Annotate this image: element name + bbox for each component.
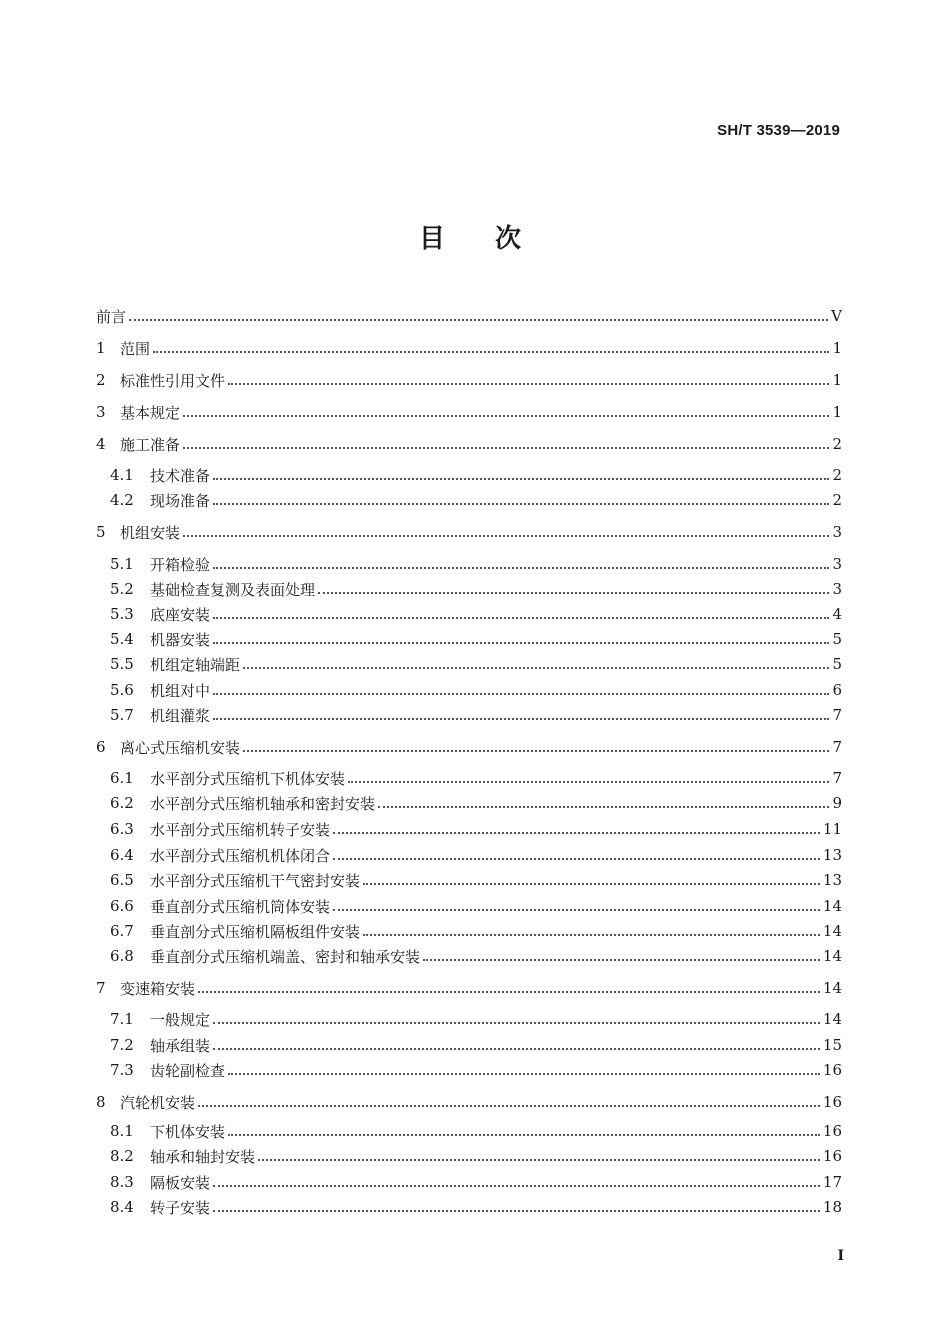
toc-entry-number: 3	[96, 403, 106, 421]
toc-entry-label: 一般规定	[150, 1010, 211, 1029]
toc-entry-page: 4	[832, 605, 842, 623]
toc-leader-dots	[333, 858, 820, 860]
toc-entry	[96, 767, 842, 789]
toc-entry-number: 2	[96, 371, 106, 389]
toc-leader-dots	[228, 1073, 820, 1075]
toc-entry-page: 1	[832, 403, 842, 421]
toc-leader-dots	[153, 351, 829, 353]
toc-entry-label: 基本规定	[120, 403, 181, 422]
toc-entry	[96, 1196, 842, 1218]
toc-entry	[96, 1091, 842, 1113]
toc-entry-page: 3	[832, 555, 842, 573]
toc-entry-number: 6.7	[110, 922, 134, 940]
toc-entry-number: 8.3	[110, 1173, 134, 1191]
toc-leader-dots	[228, 383, 829, 385]
toc-entry-label: 机组安装	[120, 523, 181, 542]
toc-leader-dots	[213, 503, 829, 505]
toc-leader-dots	[213, 693, 829, 695]
toc-leader-dots	[333, 832, 820, 834]
toc-leader-dots	[378, 806, 829, 808]
toc-leader-dots	[243, 667, 829, 669]
toc-leader-dots	[363, 883, 820, 885]
toc-entry-page: 1	[832, 371, 842, 389]
toc-entry-label: 标准性引用文件	[120, 371, 226, 390]
toc-entry-label: 垂直剖分式压缩机端盖、密封和轴承安装	[150, 947, 421, 966]
toc-entry-page: 16	[822, 1093, 842, 1111]
toc-leader-dots	[183, 535, 829, 537]
toc-entry	[96, 945, 842, 967]
toc-entry-label: 垂直剖分式压缩机隔板组件安装	[150, 922, 361, 941]
toc-entry-page: 15	[822, 1036, 842, 1054]
toc-entry-number: 6.2	[110, 794, 134, 812]
toc-leader-dots	[213, 567, 829, 569]
toc-entry-label: 离心式压缩机安装	[120, 738, 241, 757]
toc-entry-page: 5	[832, 655, 842, 673]
toc-entry-number: 1	[96, 339, 106, 357]
toc-entry	[96, 305, 842, 327]
toc-entry-label: 水平剖分式压缩机机体闭合	[150, 846, 331, 865]
toc-entry-page: 2	[832, 435, 842, 453]
toc-entry-label: 汽轮机安装	[120, 1093, 196, 1112]
toc-leader-dots	[333, 909, 820, 911]
toc-entry-label: 水平剖分式压缩机轴承和密封安装	[150, 794, 376, 813]
toc-entry-label: 范围	[120, 339, 151, 358]
toc-entry-page: 17	[822, 1173, 842, 1191]
toc-entry	[96, 679, 842, 701]
standard-code: SH/T 3539—2019	[717, 122, 840, 139]
toc-entry	[96, 1008, 842, 1030]
toc-entry-page: 14	[822, 1010, 842, 1028]
toc-entry-label: 机组灌浆	[150, 706, 211, 725]
toc-leader-dots	[213, 1022, 820, 1024]
toc-leader-dots	[213, 642, 829, 644]
toc-entry	[96, 464, 842, 486]
toc-entry-number: 5.7	[110, 706, 134, 724]
toc-entry-page: 18	[822, 1198, 842, 1216]
toc-entry-label: 机组定轴端距	[150, 655, 241, 674]
toc-leader-dots	[228, 1134, 820, 1136]
toc-entry-number: 7.1	[110, 1010, 134, 1028]
toc-entry-label: 底座安装	[150, 605, 211, 624]
toc-entry	[96, 869, 842, 891]
toc-entry-number: 5.2	[110, 580, 134, 598]
toc-entry-page: 3	[832, 580, 842, 598]
toc-entry	[96, 628, 842, 650]
toc-entry-number: 8.4	[110, 1198, 134, 1216]
toc-entry	[96, 489, 842, 511]
toc-entry-page: 16	[822, 1061, 842, 1079]
toc-entry	[96, 553, 842, 575]
toc-leader-dots	[183, 415, 829, 417]
toc-entry-number: 7	[96, 979, 106, 997]
toc-entry-number: 6.4	[110, 846, 134, 864]
toc-entry-number: 8.2	[110, 1147, 134, 1165]
toc-entry	[96, 369, 842, 391]
toc-entry-number: 4.2	[110, 491, 134, 509]
toc-entry-label: 现场准备	[150, 491, 211, 510]
toc-entry-label: 垂直剖分式压缩机筒体安装	[150, 897, 331, 916]
toc-entry-page: 5	[832, 630, 842, 648]
toc-leader-dots	[183, 447, 829, 449]
toc-entry-page: 14	[822, 897, 842, 915]
toc-entry	[96, 653, 842, 675]
toc-entry-page: 7	[832, 706, 842, 724]
toc-entry-label: 前言	[96, 307, 127, 326]
toc-entry-page: V	[831, 307, 842, 325]
toc-entry-page: 14	[822, 979, 842, 997]
toc-entry-number: 6.1	[110, 769, 134, 787]
toc-entry-label: 齿轮副检查	[150, 1061, 226, 1080]
toc-leader-dots	[363, 934, 820, 936]
toc-entry-label: 变速箱安装	[120, 979, 196, 998]
toc-entry-label: 轴承组装	[150, 1036, 211, 1055]
toc-entry-page: 7	[832, 738, 842, 756]
toc-entry-page: 13	[822, 871, 842, 889]
toc-leader-dots	[318, 592, 829, 594]
toc-entry-page: 11	[822, 820, 842, 838]
toc-entry-page: 1	[832, 339, 842, 357]
toc-entry-label: 技术准备	[150, 466, 211, 485]
toc-leader-dots	[423, 959, 820, 961]
toc-leader-dots	[213, 1210, 820, 1212]
toc-entry-page: 16	[822, 1122, 842, 1140]
toc-leader-dots	[198, 991, 820, 993]
toc-entry	[96, 521, 842, 543]
toc-entry	[96, 1034, 842, 1056]
toc-entry	[96, 337, 842, 359]
toc-leader-dots	[213, 478, 829, 480]
toc-entry	[96, 433, 842, 455]
toc-entry	[96, 401, 842, 423]
toc-entry-page: 3	[832, 523, 842, 541]
toc-entry-label: 基础检查复测及表面处理	[150, 580, 316, 599]
toc-entry-label: 水平剖分式压缩机干气密封安装	[150, 871, 361, 890]
toc-entry-number: 7.3	[110, 1061, 134, 1079]
toc-leader-dots	[213, 1185, 820, 1187]
toc-entry-number: 6.6	[110, 897, 134, 915]
toc-entry-number: 7.2	[110, 1036, 134, 1054]
toc-leader-dots	[258, 1159, 820, 1161]
toc-leader-dots	[129, 319, 828, 321]
toc-entry-number: 5.5	[110, 655, 134, 673]
toc-entry-number: 4	[96, 435, 106, 453]
toc-entry	[96, 818, 842, 840]
toc-entry-page: 14	[822, 947, 842, 965]
toc-entry	[96, 844, 842, 866]
toc-entry-page: 14	[822, 922, 842, 940]
toc-entry	[96, 1145, 842, 1167]
toc-entry-label: 开箱检验	[150, 555, 211, 574]
toc-entry-page: 2	[832, 466, 842, 484]
toc-entry-page: 13	[822, 846, 842, 864]
toc-entry-page: 2	[832, 491, 842, 509]
toc-entry-page: 7	[832, 769, 842, 787]
toc-entry	[96, 578, 842, 600]
toc-entry-number: 4.1	[110, 466, 134, 484]
toc-entry-page: 6	[832, 681, 842, 699]
toc-leader-dots	[213, 718, 829, 720]
toc-entry-label: 隔板安装	[150, 1173, 211, 1192]
toc-entry-label: 转子安装	[150, 1198, 211, 1217]
toc-entry	[96, 920, 842, 942]
toc-leader-dots	[243, 750, 829, 752]
toc-entry-number: 5.4	[110, 630, 134, 648]
toc-entry-number: 6.8	[110, 947, 134, 965]
toc-entry	[96, 895, 842, 917]
toc-leader-dots	[348, 781, 829, 783]
toc-entry-number: 6.3	[110, 820, 134, 838]
toc-entry	[96, 603, 842, 625]
toc-entry-label: 机器安装	[150, 630, 211, 649]
toc-entry	[96, 977, 842, 999]
toc-entry-label: 水平剖分式压缩机下机体安装	[150, 769, 346, 788]
toc-entry	[96, 1059, 842, 1081]
toc-leader-dots	[213, 1048, 820, 1050]
toc-leader-dots	[198, 1105, 820, 1107]
toc-entry-number: 5.1	[110, 555, 134, 573]
toc-entry-page: 16	[822, 1147, 842, 1165]
toc-entry-label: 水平剖分式压缩机转子安装	[150, 820, 331, 839]
toc-entry	[96, 1120, 842, 1142]
toc-leader-dots	[213, 617, 829, 619]
toc-entry-number: 8	[96, 1093, 106, 1111]
toc-entry	[96, 1171, 842, 1193]
toc-entry-label: 机组对中	[150, 681, 211, 700]
toc-entry-number: 5	[96, 523, 106, 541]
toc-entry-number: 6	[96, 738, 106, 756]
page-title: 目次	[418, 224, 571, 254]
toc-entry-number: 5.3	[110, 605, 134, 623]
toc-entry-label: 轴承和轴封安装	[150, 1147, 256, 1166]
toc-entry	[96, 792, 842, 814]
toc-entry-number: 8.1	[110, 1122, 134, 1140]
toc-entry-number: 5.6	[110, 681, 134, 699]
page-number: I	[837, 1248, 844, 1264]
toc-entry-number: 6.5	[110, 871, 134, 889]
toc-entry-label: 下机体安装	[150, 1122, 226, 1141]
toc-entry-label: 施工准备	[120, 435, 181, 454]
toc-entry	[96, 704, 842, 726]
toc-entry	[96, 736, 842, 758]
toc-entry-page: 9	[832, 794, 842, 812]
